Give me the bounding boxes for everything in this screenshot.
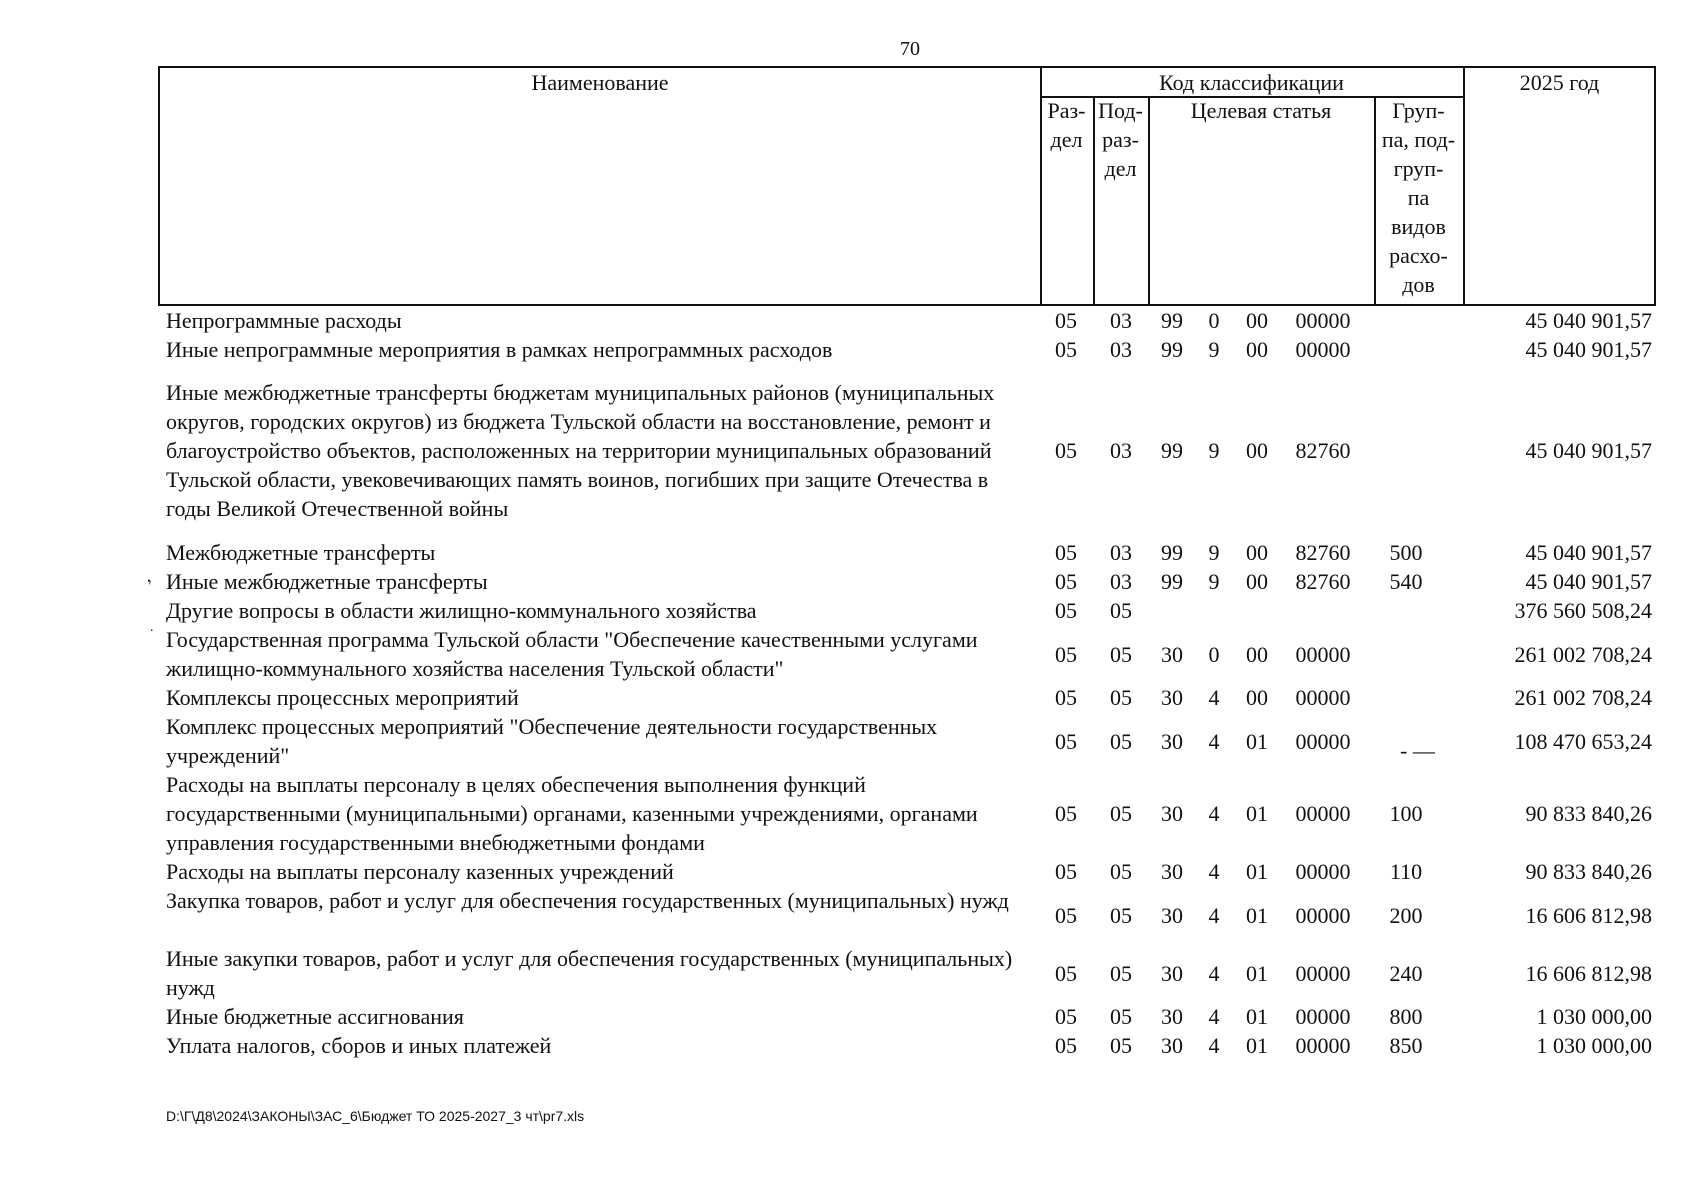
row-amount: 45 040 901,57 [1525,569,1652,594]
row-program-code: 30 [1161,859,1183,884]
row-subprogram-code: 9 [1208,438,1220,463]
row-name: Другие вопросы в области жилищно-коммунального хозяйства [166,598,757,623]
row-podrazdel: 03 [1110,337,1132,362]
row-podrazdel: 05 [1110,859,1132,884]
header-divider [1463,68,1465,304]
row-direction-code: 00000 [1295,337,1351,362]
row-measure-code: 00 [1246,641,1268,667]
row-podrazdel: 05 [1110,902,1132,928]
row-razdel: 05 [1055,1004,1077,1029]
row-podrazdel: 05 [1110,641,1132,667]
row-subprogram-code: 9 [1208,540,1220,565]
row-measure-code: 00 [1246,569,1268,594]
row-measure-code: 00 [1246,685,1268,710]
row-program-code: 30 [1161,1033,1183,1058]
table-row [0,712,1691,770]
row-amount: 16 606 812,98 [1525,902,1652,928]
row-subprogram-code: 4 [1208,685,1220,710]
row-razdel: 05 [1055,569,1077,594]
row-program-code: 30 [1161,1004,1183,1029]
row-podrazdel: 05 [1110,801,1132,826]
table-header [158,66,1656,306]
row-subprogram-code: 4 [1208,1033,1220,1058]
row-program-code: 30 [1161,801,1183,826]
row-direction-code: 00000 [1295,641,1351,667]
row-program-code: 99 [1161,337,1183,362]
row-razdel: 05 [1055,438,1077,463]
table-row [0,596,1691,625]
row-name: Иные межбюджетные трансферты [166,569,488,594]
row-program-code: 99 [1161,308,1183,333]
row-measure-code: 00 [1246,308,1268,333]
row-razdel: 05 [1055,902,1077,928]
row-amount: 45 040 901,57 [1525,540,1652,565]
table-row [0,770,1691,857]
table-row [0,625,1691,683]
table-row [0,1031,1691,1060]
row-amount: 90 833 840,26 [1525,859,1652,884]
table-row [0,886,1691,944]
row-measure-code: 00 [1246,438,1268,463]
header-name: Наименование [531,70,669,95]
row-direction-code: 00000 [1295,801,1351,826]
row-measure-code: 01 [1246,728,1268,754]
row-group-code: 540 [1389,569,1423,594]
row-group-code: 200 [1389,902,1423,928]
row-amount: 261 002 708,24 [1514,641,1652,667]
row-amount: 45 040 901,57 [1525,438,1652,463]
row-razdel: 05 [1055,598,1077,623]
table-row [0,538,1691,567]
row-direction-code: 00000 [1295,728,1351,754]
row-podrazdel: 05 [1110,685,1132,710]
row-podrazdel: 05 [1110,728,1132,754]
row-amount: 45 040 901,57 [1525,337,1652,362]
row-measure-code: 00 [1246,337,1268,362]
row-group-code: 240 [1389,960,1423,986]
row-measure-code: 01 [1246,902,1268,928]
row-direction-code: 00000 [1295,685,1351,710]
row-direction-code: 00000 [1295,859,1351,884]
row-name: Иные межбюджетные трансферты бюджетам муниципальных районов (муниципальных округов, городских округов) из бюджета Тульской области на восстановление, ремонт и благоустройство объектов, расположенных на территории муниципальных образований Тульской области, увековечивающих память воинов, погибших при защите Отечества в годы Великой Отечественной войны [166,380,995,521]
row-name: Закупка товаров, работ и услуг для обеспечения государственных (муниципальных) нужд [166,888,1009,913]
row-subprogram-code: 0 [1208,641,1220,667]
row-subprogram-code: 4 [1208,960,1220,986]
row-group-code: 110 [1389,859,1423,884]
row-measure-code: 01 [1246,1033,1268,1058]
row-amount: 108 470 653,24 [1514,728,1652,754]
margin-mark: . [150,620,154,635]
row-amount: 1 030 000,00 [1536,1033,1652,1058]
row-razdel: 05 [1055,337,1077,362]
row-measure-code: 01 [1246,801,1268,826]
header-target: Целевая статья [1190,98,1332,123]
margin-mark: ‚ [139,565,154,587]
row-podrazdel: 03 [1110,308,1132,333]
table-row [0,944,1691,1002]
row-subprogram-code: 4 [1208,1004,1220,1029]
file-path-footer: D:\Г\Д8\2024\ЗАКОНЫ\ЗАС_6\Бюджет ТО 2025-2027_3 чт\pr7.xls [166,1108,585,1124]
row-podrazdel: 05 [1110,598,1132,623]
row-podrazdel: 03 [1110,540,1132,565]
row-measure-code: 01 [1246,859,1268,884]
row-group-code: 500 [1389,540,1423,565]
row-name: Иные непрограммные мероприятия в рамках непрограммных расходов [166,337,833,362]
table-row [0,335,1691,364]
row-direction-code: 00000 [1295,960,1351,986]
header-group: Груп- па, под- груп- па видов расхо- дов [1381,98,1456,297]
row-amount: 376 560 508,24 [1514,598,1652,623]
row-name: Комплекс процессных мероприятий "Обеспечение деятельности государственных учреждений" [166,714,938,768]
row-program-code: 30 [1161,960,1183,986]
row-name: Государственная программа Тульской области "Обеспечение качественными услугами жилищно-коммунального хозяйства населения Тульской области" [166,627,978,681]
table-row [0,378,1691,523]
row-razdel: 05 [1055,685,1077,710]
row-subprogram-code: 4 [1208,902,1220,928]
header-year: 2025 год [1519,70,1600,95]
header-razdel: Раз- дел [1047,98,1086,152]
row-measure-code: 01 [1246,1004,1268,1029]
row-program-code: 99 [1161,438,1183,463]
row-group-code: 100 [1389,801,1423,826]
row-razdel: 05 [1055,1033,1077,1058]
row-name: Расходы на выплаты персоналу казенных учреждений [166,859,674,884]
margin-mark: - — [1400,738,1435,763]
row-name: Расходы на выплаты персоналу в целях обеспечения выполнения функций государственными (муниципальными) органами, казенными учреждениями, органами управления государственными внебюджетными фондами [166,772,978,855]
row-group-code: 850 [1389,1033,1423,1058]
row-group-code: 800 [1389,1004,1423,1029]
row-razdel: 05 [1055,801,1077,826]
table-row [0,857,1691,886]
row-podrazdel: 03 [1110,438,1132,463]
row-amount: 45 040 901,57 [1525,308,1652,333]
row-subprogram-code: 4 [1208,728,1220,754]
row-razdel: 05 [1055,540,1077,565]
row-program-code: 30 [1161,641,1183,667]
row-razdel: 05 [1055,960,1077,986]
row-podrazdel: 05 [1110,1033,1132,1058]
row-direction-code: 82760 [1295,569,1351,594]
table-row [0,306,1691,335]
row-name: Иные закупки товаров, работ и услуг для обеспечения государственных (муниципальных) нужд [166,946,1013,1000]
row-amount: 261 002 708,24 [1514,685,1652,710]
row-measure-code: 01 [1246,960,1268,986]
row-razdel: 05 [1055,859,1077,884]
row-program-code: 99 [1161,569,1183,594]
row-podrazdel: 05 [1110,1004,1132,1029]
row-program-code: 99 [1161,540,1183,565]
row-podrazdel: 03 [1110,569,1132,594]
row-razdel: 05 [1055,641,1077,667]
table-row [0,683,1691,712]
row-name: Уплата налогов, сборов и иных платежей [166,1033,552,1058]
row-direction-code: 82760 [1295,540,1351,565]
row-name: Непрограммные расходы [166,308,402,333]
row-amount: 1 030 000,00 [1536,1004,1652,1029]
row-program-code: 30 [1161,685,1183,710]
row-direction-code: 82760 [1295,438,1351,463]
row-direction-code: 00000 [1295,1004,1351,1029]
page-number: 70 [900,38,920,60]
row-program-code: 30 [1161,902,1183,928]
row-direction-code: 00000 [1295,902,1351,928]
row-subprogram-code: 9 [1208,337,1220,362]
row-name: Комплексы процессных мероприятий [166,685,519,710]
row-name: Межбюджетные трансферты [166,540,436,565]
table-row [0,1002,1691,1031]
row-subprogram-code: 0 [1208,308,1220,333]
row-podrazdel: 05 [1110,960,1132,986]
header-podrazdel: Под- раз- дел [1098,98,1143,181]
row-measure-code: 00 [1246,540,1268,565]
row-subprogram-code: 4 [1208,801,1220,826]
row-amount: 16 606 812,98 [1525,960,1652,986]
row-subprogram-code: 4 [1208,859,1220,884]
header-classification: Код классификации [1159,70,1344,95]
row-program-code: 30 [1161,728,1183,754]
row-razdel: 05 [1055,728,1077,754]
row-subprogram-code: 9 [1208,569,1220,594]
row-name: Иные бюджетные ассигнования [166,1004,464,1029]
row-direction-code: 00000 [1295,1033,1351,1058]
row-amount: 90 833 840,26 [1525,801,1652,826]
header-divider [1148,96,1150,304]
table-row [0,567,1691,596]
row-razdel: 05 [1055,308,1077,333]
row-direction-code: 00000 [1295,308,1351,333]
